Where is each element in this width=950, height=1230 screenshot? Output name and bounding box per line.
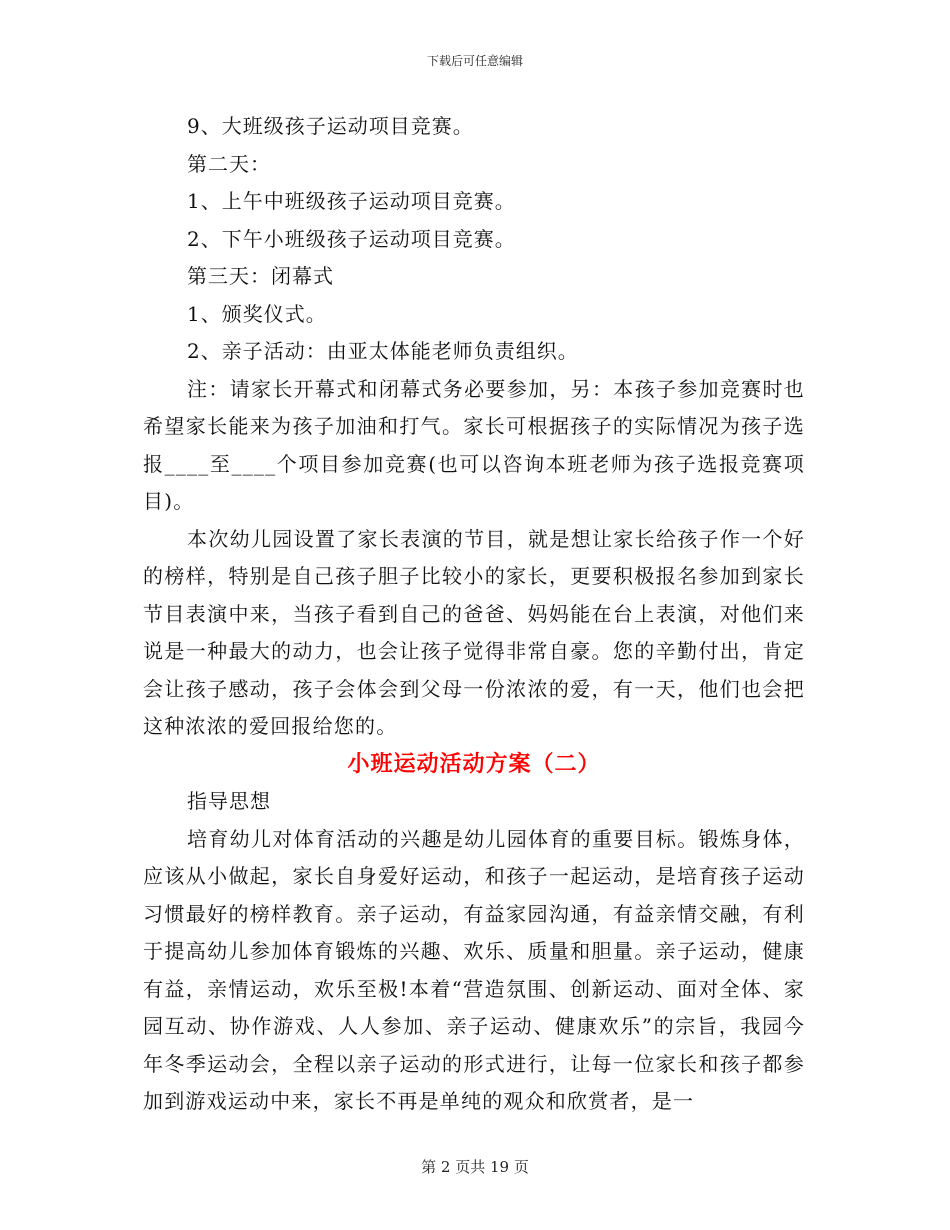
schedule-line: 第三天：闭幕式: [187, 264, 334, 288]
body-paragraph: 本次幼儿园设置了家长表演的节目，就是想让家长给孩子作一个好的榜样，特别是自己孩子胆子比较小的家长，更要积极报名参加到家长节目表演中来，当孩子看到自己的爸爸、妈妈能在台上表演，对他们来说是一种最大的动力，也会让孩子觉得非常自豪。您的辛勤付出，肯定会让孩子感动，孩子会体会到父母一份浓浓的爱，有一天，他们也会把这种浓浓的爱回报给您的。: [143, 526, 805, 738]
note-paragraph: 注：请家长开幕式和闭幕式务必要参加，另：本孩子参加竞赛时也希望家长能来为孩子加油和打气。家长可根据孩子的实际情况为孩子选报____至____个项目参加竞赛(也可以咨询本班老师为孩子选报竞赛项目)。: [143, 376, 805, 513]
schedule-line: 2、亲子活动：由亚太体能老师负责组织。: [187, 339, 579, 363]
subheading: 指导思想: [187, 789, 271, 813]
schedule-line: 1、颁奖仪式。: [187, 301, 327, 326]
body-paragraph: 培育幼儿对体育活动的兴趣是幼儿园体育的重要目标。锻炼身体，应该从小做起，家长自身爱好运动，和孩子一起运动，是培育孩子运动习惯最好的榜样教育。亲子运动，有益家园沟通，有益亲情交融，有利于提高幼儿参加体育锻炼的兴趣、欢乐、质量和胆量。亲子运动，健康有益，亲情运动，欢乐至极!本着“营造氛围、创新运动、面对全体、家园互动、协作游戏、人人参加、亲子运动、健康欢乐”的宗旨，我园今年冬季运动会，全程以亲子运动的形式进行，让每一位家长和孩子都参加到游戏运动中来，家长不再是单纯的观众和欣赏者，是一: [143, 826, 805, 1113]
schedule-line: 9、大班级孩子运动项目竞赛。: [187, 114, 474, 138]
page-footer: 第 2 页共 19 页: [421, 1158, 529, 1176]
schedule-line: 第二天：: [187, 151, 271, 176]
schedule-line: 2、下午小班级孩子运动项目竞赛。: [187, 226, 516, 251]
schedule-line: 1、上午中班级孩子运动项目竞赛。: [187, 189, 516, 213]
section-title: 小班运动活动方案（二）: [347, 750, 601, 777]
document-body: [143, 108, 805, 1121]
page-header: 下载后可任意编辑: [426, 54, 523, 68]
